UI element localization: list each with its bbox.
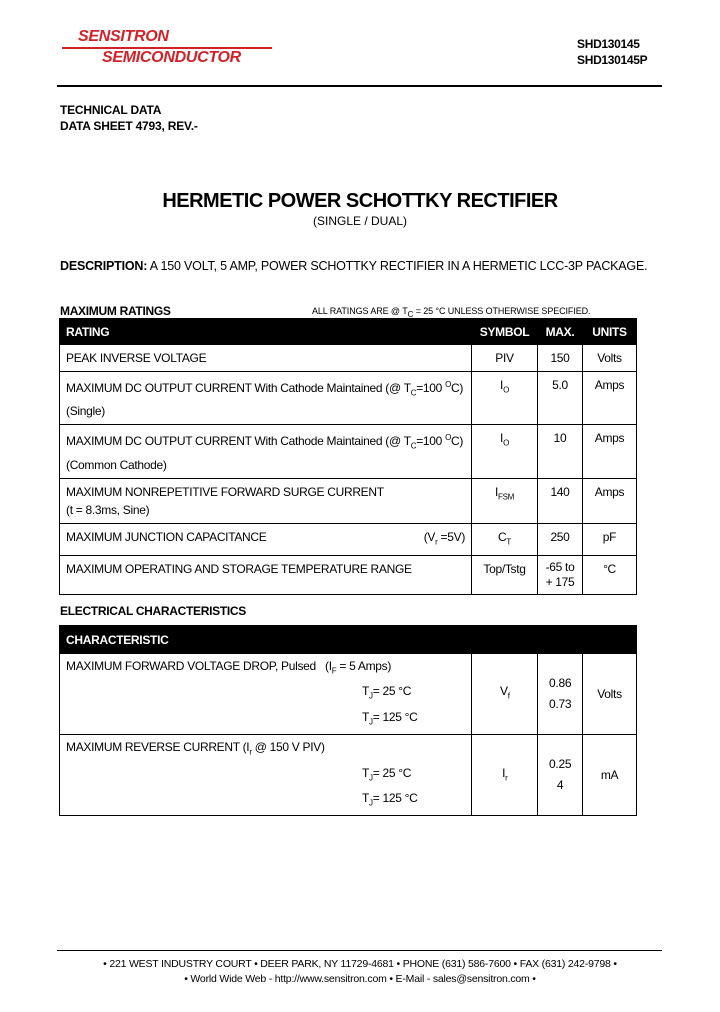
temp-value: =100 bbox=[416, 381, 446, 395]
page-subtitle: (SINGLE / DUAL) bbox=[312, 214, 408, 228]
cond-sub: F bbox=[331, 666, 337, 676]
temp-line2: $T_J= 125$ °C bbox=[362, 709, 418, 727]
technical-data-label: TECHNICAL DATA bbox=[60, 103, 162, 117]
header-rule bbox=[57, 85, 662, 87]
symbol-cell: PIV bbox=[472, 345, 538, 372]
symbol-cell: Top/Tstg bbox=[472, 556, 538, 595]
cond-sub: r bbox=[435, 537, 438, 547]
symbol-cell bbox=[472, 523, 538, 555]
technical-data-block bbox=[60, 102, 198, 134]
symbol-text: I bbox=[495, 484, 499, 499]
footer-rule bbox=[57, 950, 662, 951]
rating-cell bbox=[60, 478, 472, 523]
max-ratings-title: MAXIMUM RATINGS bbox=[60, 304, 171, 318]
max-line2: + 175 bbox=[545, 575, 575, 590]
char-label: MAXIMUM REVERSE CURRENT (I bbox=[66, 740, 250, 755]
part-number-2: SHD130145P bbox=[577, 53, 648, 67]
symbol-cell bbox=[472, 478, 538, 523]
header-characteristic: CHARACTERISTIC bbox=[60, 626, 637, 654]
description bbox=[60, 259, 647, 273]
part-number-1: SHD130145 bbox=[577, 37, 640, 51]
temp-end: C) bbox=[451, 434, 464, 449]
logo-line1: SENSITRON bbox=[78, 28, 169, 45]
max-cell: 140 bbox=[538, 478, 583, 523]
max-cell: 250 bbox=[538, 523, 583, 555]
rating-sub: (t = 8.3ms, Sine) bbox=[66, 502, 150, 517]
rating-cell bbox=[60, 425, 472, 478]
note-post: = 25 °C UNLESS OTHERWISE SPECIFIED. bbox=[413, 306, 591, 316]
unit-cell: Volts bbox=[583, 654, 637, 735]
symbol-cell bbox=[472, 735, 538, 816]
temp-sub: C bbox=[410, 441, 417, 451]
electrical-title: ELECTRICAL CHARACTERISTICS bbox=[60, 604, 246, 618]
unit-cell: pF bbox=[583, 523, 637, 555]
temp-line2: $T_J= 125$ °C bbox=[362, 790, 418, 808]
note-sub: C bbox=[407, 309, 414, 319]
header-units: UNITS bbox=[583, 319, 637, 345]
rating-condition bbox=[424, 528, 465, 551]
company-logo bbox=[62, 28, 272, 67]
rating-text: MAXIMUM NONREPETITIVE FORWARD SURGE CURRENT bbox=[66, 484, 384, 499]
label-post: @ 150 V PIV) bbox=[251, 740, 325, 755]
label-sub: r bbox=[249, 747, 252, 757]
cond-pre: (I bbox=[325, 659, 332, 673]
rating-cell bbox=[60, 372, 472, 425]
symbol-sub: O bbox=[503, 438, 510, 448]
symbol-cell bbox=[472, 425, 538, 478]
temp-end: C) bbox=[451, 381, 464, 395]
characteristic-cell bbox=[60, 735, 472, 816]
rating-cell bbox=[60, 523, 472, 555]
page-title: HERMETIC POWER SCHOTTKY RECTIFIER bbox=[162, 190, 558, 212]
max-ratings-table bbox=[59, 318, 637, 595]
rating-text: MAXIMUM DC OUTPUT CURRENT With Cathode Maintained (@ T bbox=[66, 381, 411, 395]
rating-sub: (Common Cathode) bbox=[66, 457, 167, 472]
temp2-text: = 125 °C bbox=[372, 790, 418, 805]
rating-sub: (Single) bbox=[66, 404, 105, 419]
symbol-text: I bbox=[500, 378, 504, 392]
symbol-sub: T bbox=[506, 537, 511, 547]
table-header-row bbox=[60, 626, 637, 654]
symbol-cell bbox=[472, 654, 538, 735]
value1: 0.86 bbox=[549, 676, 572, 691]
header-max: MAX. bbox=[538, 319, 583, 345]
rating-text: MAXIMUM DC OUTPUT CURRENT With Cathode Maintained (@ T bbox=[66, 434, 411, 449]
characteristic-cell bbox=[60, 654, 472, 735]
ratings-note bbox=[312, 306, 590, 319]
symbol-sub: O bbox=[503, 385, 510, 395]
note-pre: ALL RATINGS ARE @ T bbox=[312, 306, 408, 316]
symbol-sub: FSM bbox=[498, 492, 515, 502]
symbol-text: I bbox=[502, 765, 506, 780]
symbol-sub: f bbox=[507, 691, 510, 701]
value2: 0.73 bbox=[549, 697, 572, 712]
table-row bbox=[60, 654, 637, 735]
table-row bbox=[60, 345, 637, 372]
unit-cell: mA bbox=[583, 735, 637, 816]
unit-cell: Amps bbox=[583, 478, 637, 523]
electrical-table bbox=[59, 625, 637, 816]
temp-line1: $T_J= 25$ °C bbox=[362, 765, 412, 782]
table-row bbox=[60, 523, 637, 555]
degree-sup: O bbox=[445, 380, 452, 389]
temp1-text: = 25 °C bbox=[372, 684, 412, 699]
temp-value: =100 bbox=[416, 434, 446, 449]
value-cell bbox=[538, 654, 583, 735]
cond-post: =5V) bbox=[437, 529, 466, 544]
cond-pre: (V bbox=[423, 529, 436, 544]
max-cell bbox=[538, 556, 583, 595]
footer-web: • World Wide Web - http://www.sensitron.com • E-Mail - sales@sensitron.com • bbox=[184, 973, 536, 985]
max-cell: 10 bbox=[538, 425, 583, 478]
table-row bbox=[60, 372, 637, 425]
max-line1: -65 to bbox=[545, 560, 575, 575]
unit-cell: Amps bbox=[583, 372, 637, 425]
header-symbol: SYMBOL bbox=[472, 319, 538, 345]
table-row bbox=[60, 556, 637, 595]
description-label: DESCRIPTION: bbox=[60, 259, 148, 273]
value-cell bbox=[538, 735, 583, 816]
data-sheet-number: DATA SHEET 4793, REV.- bbox=[60, 119, 198, 133]
footer-address: • 221 WEST INDUSTRY COURT • DEER PARK, NY 11729-4681 • PHONE (631) 586-7600 • FAX (631) 242-9798 • bbox=[103, 958, 617, 970]
temp-sub: C bbox=[410, 388, 417, 398]
rating-text: MAXIMUM JUNCTION CAPACITANCE bbox=[66, 529, 267, 544]
symbol-cell bbox=[472, 372, 538, 425]
symbol-text: I bbox=[500, 431, 504, 446]
char-label: MAXIMUM FORWARD VOLTAGE DROP, Pulsed bbox=[66, 659, 316, 673]
description-text: A 150 VOLT, 5 AMP, POWER SCHOTTKY RECTIFIER IN A HERMETIC LCC-3P PACKAGE. bbox=[149, 259, 648, 273]
value2: 4 bbox=[556, 778, 564, 793]
char-condition bbox=[325, 659, 392, 676]
header-rating: RATING bbox=[60, 319, 472, 345]
table-row bbox=[60, 735, 637, 816]
unit-cell: °C bbox=[583, 556, 637, 595]
table-row bbox=[60, 425, 637, 478]
symbol-text: V bbox=[499, 684, 508, 699]
max-cell: 5.0 bbox=[538, 372, 583, 425]
temp2-text: = 125 °C bbox=[372, 709, 418, 724]
table-row bbox=[60, 478, 637, 523]
temp-line1: $T_J= 25$ °C bbox=[362, 684, 412, 701]
symbol-text: C bbox=[498, 529, 507, 544]
unit-cell: Volts bbox=[583, 345, 637, 372]
part-numbers bbox=[577, 36, 647, 68]
cond-post: = 5 Amps) bbox=[336, 659, 392, 673]
rating-cell: PEAK INVERSE VOLTAGE bbox=[60, 345, 472, 372]
rating-cell: MAXIMUM OPERATING AND STORAGE TEMPERATURE RANGE bbox=[60, 556, 472, 595]
table-header-row bbox=[60, 319, 637, 345]
unit-cell: Amps bbox=[583, 425, 637, 478]
max-cell: 150 bbox=[538, 345, 583, 372]
logo-line2: SEMICONDUCTOR bbox=[102, 49, 241, 66]
temp1-text: = 25 °C bbox=[372, 765, 412, 780]
value1: 0.25 bbox=[549, 757, 572, 772]
symbol-sub: r bbox=[505, 772, 508, 782]
degree-sup: O bbox=[445, 433, 452, 443]
